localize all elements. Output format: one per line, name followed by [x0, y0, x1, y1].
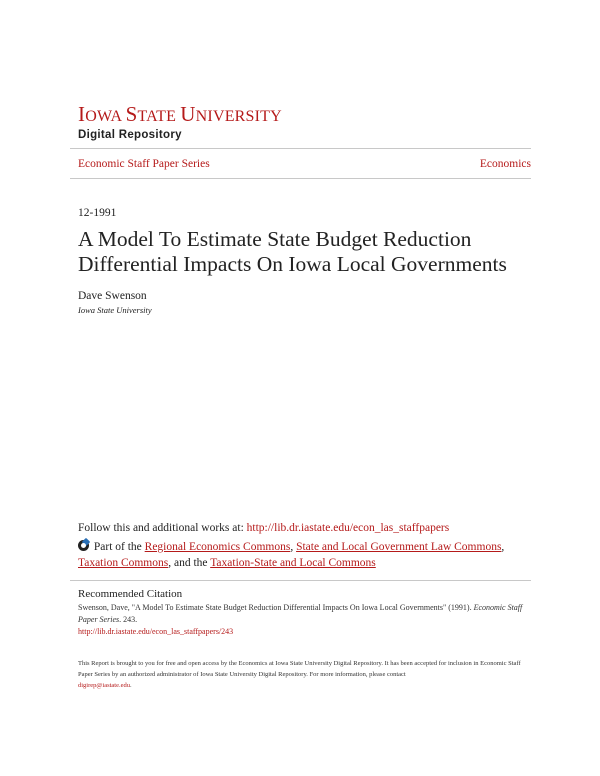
paper-title: A Model To Estimate State Budget Reduction Differential Impacts On Iowa Local Governments	[78, 227, 507, 276]
logo-subtitle: Digital Repository	[78, 129, 182, 141]
commons-link-taxation[interactable]: Taxation Commons	[78, 556, 169, 569]
citation-text: Swenson, Dave, "A Model To Estimate State Budget Reduction Differential Impacts On Iowa Local Governments" (1991).	[78, 603, 474, 612]
university-logo	[78, 104, 282, 141]
follow-text: Follow this and additional works at:	[78, 522, 247, 534]
logo-initial-i: I	[78, 102, 86, 126]
creative-commons-icon	[78, 540, 89, 551]
logo-tate: TATE	[137, 108, 181, 125]
follow-line	[78, 522, 449, 534]
citation-heading: Recommended Citation	[78, 588, 183, 600]
separator: ,	[290, 541, 297, 553]
citation-series: Economic Staff Paper Series	[78, 603, 523, 624]
commons-link-regional-economics[interactable]: Regional Economics Commons	[144, 541, 291, 553]
separator: ,	[501, 541, 505, 553]
partof-prefix: Part of the	[93, 541, 145, 553]
divider-citation	[70, 580, 531, 581]
part-of-line	[78, 540, 518, 571]
series-link[interactable]: Economic Staff Paper Series	[78, 158, 210, 170]
logo-initial-u: U	[180, 102, 196, 126]
citation-number: . 243.	[119, 615, 138, 624]
divider-top	[70, 148, 531, 149]
repository-notice	[78, 658, 528, 691]
notice-text: This Report is brought to you for free and open access by the Economics at Iowa State University Digital Repository. It has been accepted for inclusion in Economic Staff Paper Series by an authorized administrator of Iowa State University Digital Repository. For more information, please contact	[78, 660, 521, 678]
author-affiliation: Iowa State University	[78, 305, 152, 315]
logo-initial-s: S	[125, 102, 138, 126]
commons-link-state-local-law[interactable]: State and Local Government Law Commons	[296, 541, 502, 553]
citation-body	[78, 602, 528, 638]
commons-link-taxation-state-local[interactable]: Taxation-State and Local Commons	[210, 556, 376, 569]
logo-owa: OWA	[85, 108, 126, 125]
logo-wordmark	[78, 104, 282, 127]
series-bar	[78, 158, 539, 170]
contact-email-link[interactable]: digirep@iastate.edu	[78, 682, 131, 689]
divider-bottom	[70, 178, 531, 179]
notice-end: .	[130, 682, 132, 689]
follow-link[interactable]: http://lib.dr.iastate.edu/econ_las_staffpapers	[246, 522, 450, 534]
logo-niversity: NIVERSITY	[195, 108, 282, 125]
publication-date: 12-1991	[78, 207, 117, 219]
department-link[interactable]: Economics	[479, 158, 531, 170]
separator: , and the	[168, 556, 211, 569]
citation-link[interactable]: http://lib.dr.iastate.edu/econ_las_staffpapers/243	[78, 627, 234, 636]
author-name: Dave Swenson	[78, 290, 147, 302]
